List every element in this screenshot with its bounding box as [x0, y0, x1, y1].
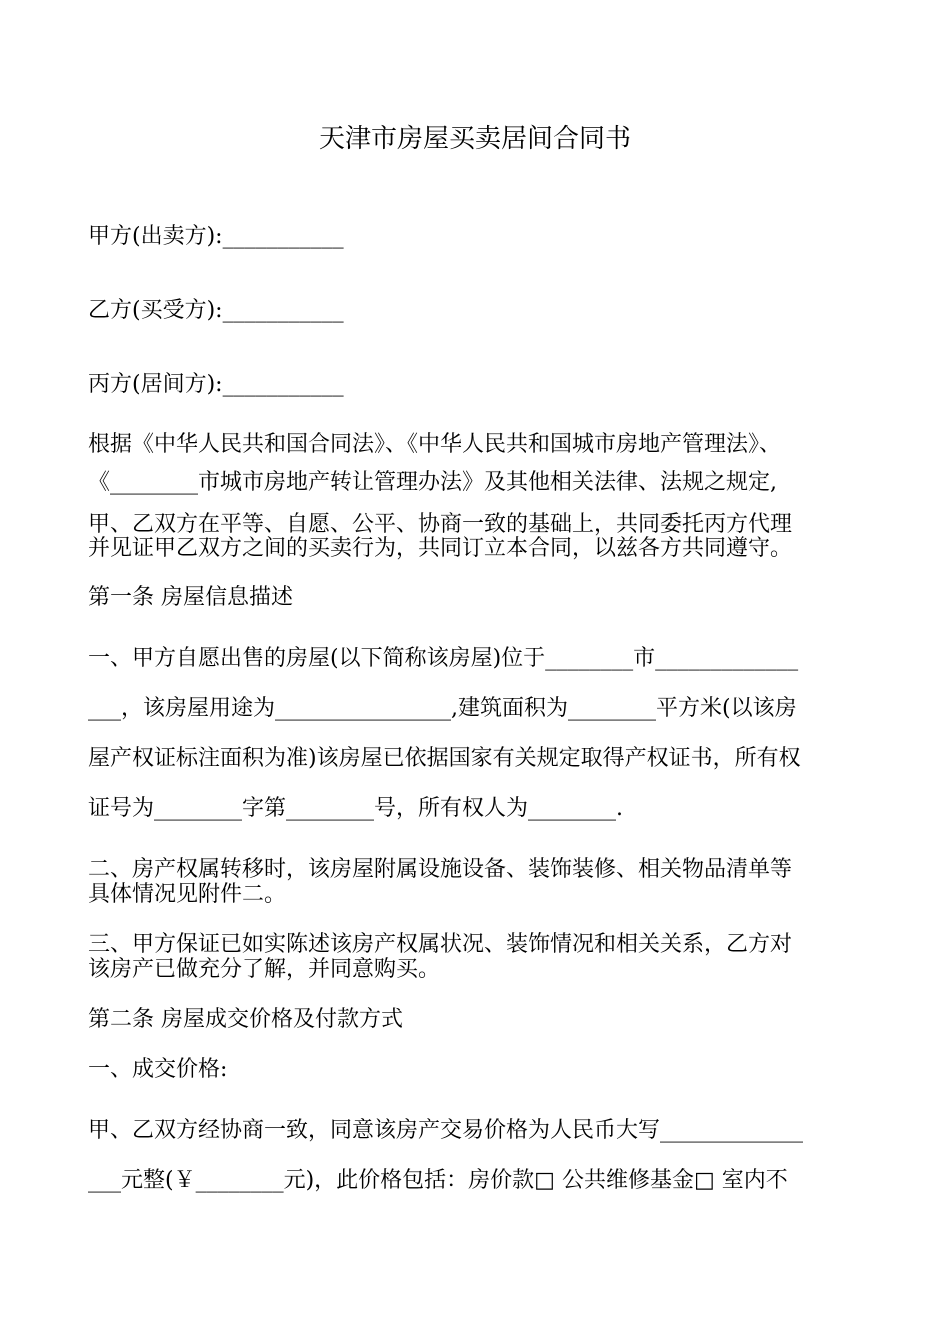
- article-1-clause-1-line-4: 证号为________字第________号，所有权人为________.: [88, 796, 623, 821]
- article-2-price-line-2: ___元整(￥________元)，此价格包括：房价款□ 公共维修基金□ 室内不: [88, 1168, 788, 1193]
- article-1-heading: 第一条 房屋信息描述: [88, 585, 293, 610]
- preamble-line-3: 甲、乙双方在平等、自愿、公平、协商一致的基础上，共同委托丙方代理: [88, 512, 793, 537]
- article-1-clause-3-line-2: 该房产已做充分了解，并同意购买。: [88, 957, 441, 982]
- preamble-line-1: 根据《中华人民共和国合同法》、《中华人民共和国城市房地产管理法》、: [88, 432, 782, 457]
- party-c-line: 丙方(居间方):___________: [88, 372, 344, 397]
- article-1-clause-2-line-2: 具体情况见附件二。: [88, 882, 287, 907]
- document-title: 天津市房屋买卖居间合同书: [318, 124, 631, 154]
- article-1-clause-2-line-1: 二、房产权属转移时，该房屋附属设施设备、装饰装修、相关物品清单等: [88, 857, 793, 882]
- party-b-line: 乙方(买受方):___________: [88, 298, 344, 323]
- preamble-line-4: 并见证甲乙双方之间的买卖行为，共同订立本合同，以兹各方共同遵守。: [88, 536, 793, 561]
- article-1-clause-3-line-1: 三、甲方保证已如实陈述该房产权属状况、装饰情况和相关关系，乙方对: [88, 932, 793, 957]
- party-a-line: 甲方(出卖方):___________: [88, 224, 344, 249]
- article-2-heading: 第二条 房屋成交价格及付款方式: [88, 1007, 403, 1032]
- article-1-clause-1-line-1: 一、甲方自愿出售的房屋(以下简称该房屋)位于________市_____________: [88, 646, 799, 671]
- article-1-clause-1-line-3: 屋产权证标注面积为准)该房屋已依据国家有关规定取得产权证书，所有权: [88, 746, 801, 771]
- article-1-clause-1-line-2: ___，该房屋用途为________________,建筑面积为________平方米(以该房: [88, 696, 797, 721]
- article-2-price-line-1: 甲、乙双方经协商一致，同意该房产交易价格为人民币大写_____________: [88, 1118, 804, 1143]
- preamble-line-2: 《________市城市房地产转让管理办法》及其他相关法律、法规之规定,: [88, 470, 777, 495]
- article-2-section-1-heading: 一、成交价格:: [88, 1057, 228, 1082]
